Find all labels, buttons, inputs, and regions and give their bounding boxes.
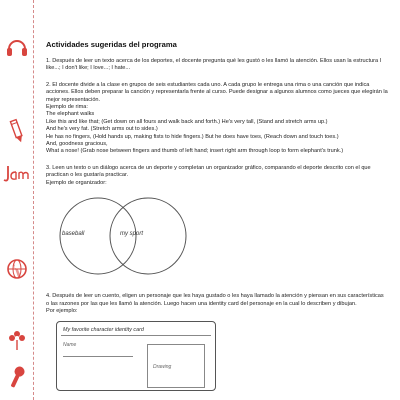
dashed-divider	[33, 0, 34, 400]
activity-4-text: 4. Después de leer un cuento, eligen un personaje que les haya gustado o les haya llamado la atención y piensan en sus características o las razones por las que les llamó la atención. Luego hacen una identity card del personaje en la cual lo describen y dibujan.	[46, 293, 384, 307]
pencil-icon	[0, 114, 33, 147]
venn-label-left: baseball	[62, 231, 85, 238]
activity-2-text: 2. El docente divide a la clase en grupos de seis estudiantes cada uno. A cada grupo le entrega una rima o una canción que indica acciones. Ellos deben preparar la canción y representarla frente al curso. Puede designar a algunos alumnos como jueces que elegirán la mejor representación.	[46, 81, 388, 103]
rhyme-example-label: Ejemplo de rima:	[46, 104, 88, 111]
activity-1	[46, 58, 388, 73]
flower-icon	[4, 326, 30, 352]
activity-3	[46, 165, 388, 279]
rhyme-line: Like this and like that; (Get down on all fours and walk back and forth.) He's very tall, (Stand and stretch arms up.)	[46, 118, 328, 125]
card-name-line	[63, 356, 133, 357]
page-title: Actividades sugeridas del programa	[46, 40, 177, 49]
organizer-example-label: Ejemplo de organizador:	[46, 179, 107, 186]
rhyme-line: And he's very fat. (Stretch arms out to sides.)	[46, 126, 158, 133]
venn-label-right: my sport	[120, 231, 144, 238]
identity-card	[56, 321, 216, 391]
rhyme-line: He has no fingers, (Hold hands up, making fists to hide fingers.) But he does have toes, (Reach down and touch toes.)	[46, 133, 339, 140]
document-content	[46, 40, 388, 400]
rhyme-line: What a nose! (Grab nose between fingers and thumb of left hand; insert right arm through loop to form elephant's trunk.)	[46, 148, 344, 155]
globe-icon	[4, 256, 30, 282]
venn-diagram	[48, 193, 208, 279]
activity-1-text: 1. Después de leer un texto acerca de los deportes, el docente pregunta qué les gustó o les llamó la atención. Ellos usan la estructura I like...; I don't like; I love...; I hate...	[46, 58, 382, 72]
card-divider	[61, 335, 211, 336]
activity-2	[46, 82, 388, 156]
headphones-icon	[4, 34, 30, 60]
rhyme-line: The elephant walks	[46, 111, 95, 118]
card-example-label: Por ejemplo:	[46, 307, 78, 314]
identity-card-title: My favorite character identity card	[63, 327, 144, 334]
jam-lettering-icon	[2, 160, 32, 186]
card-drawing-label: Drawing	[153, 364, 172, 371]
activity-4	[46, 293, 388, 391]
activity-3-text: 3. Leen un texto o un diálogo acerca de un deporte y completan un organizador gráfico, comparando el deporte descrito con el que practican o les gustaría practicar.	[46, 164, 371, 179]
microphone-icon	[0, 360, 34, 395]
card-name-label: Name	[63, 342, 77, 349]
rhyme-line: And, goodness gracious,	[46, 141, 108, 148]
left-margin-decoration	[0, 0, 38, 400]
